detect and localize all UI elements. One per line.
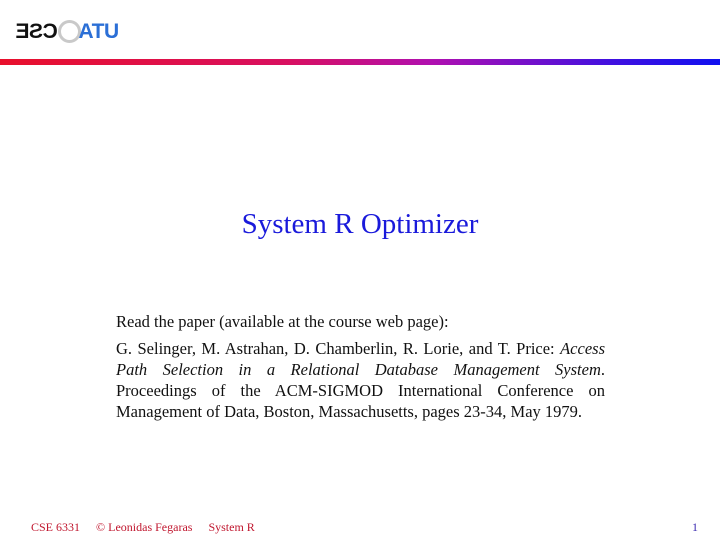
- reference-venue: . Proceedings of the ACM-SIGMOD International Conference on Management of Data, Boston, Massachusetts, pages 23-34, May 1979.: [116, 360, 605, 421]
- logo-uta-text: UTA: [78, 20, 119, 43]
- slide-body: [116, 311, 605, 428]
- reference-paper-title: Access Path Selection in a Relational Database Management System: [116, 339, 605, 379]
- footer-author: © Leonidas Fegaras: [96, 520, 193, 534]
- intro-text: Read the paper (available at the course web page):: [116, 312, 449, 331]
- reference-authors: G. Selinger, M. Astrahan, D. Chamberlin, R. Lorie, and T. Price:: [116, 339, 561, 358]
- header-gradient-bar: [0, 59, 720, 65]
- slide-footer: [31, 520, 271, 535]
- cse-uta-logo: [16, 20, 119, 44]
- logo-cse-text: CSE: [16, 20, 58, 43]
- footer-course: CSE 6331: [31, 520, 81, 534]
- reference-citation: [116, 338, 605, 422]
- page-number: 1: [692, 520, 698, 534]
- logo-ring-icon: [58, 20, 81, 43]
- footer-topic: System R: [208, 520, 255, 534]
- slide-title: System R Optimizer: [241, 208, 479, 240]
